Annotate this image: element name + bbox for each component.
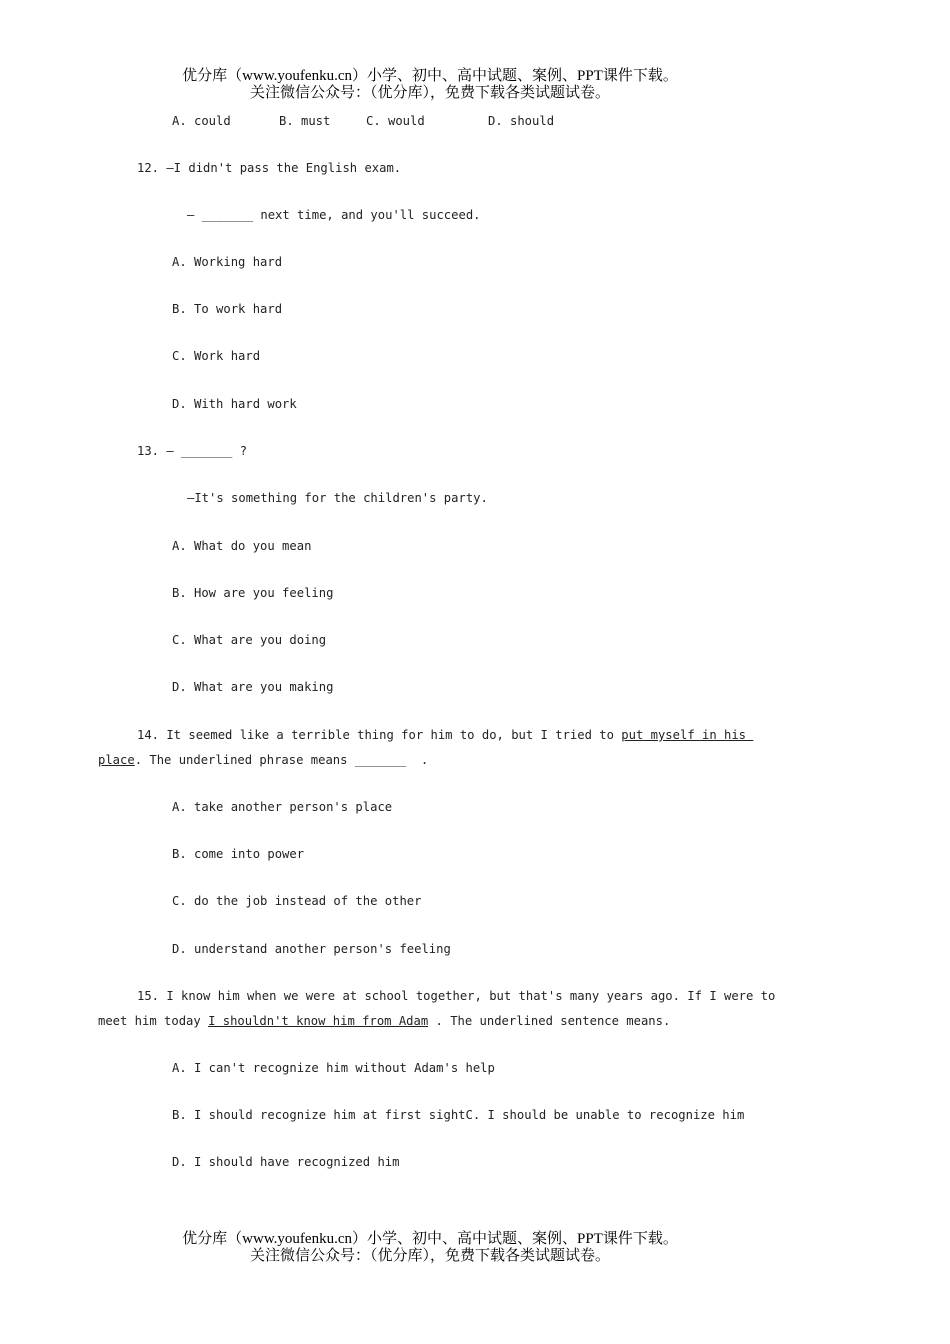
q13-option-b: B. How are you feeling (172, 586, 334, 600)
q15-underlined-sentence: I shouldn't know him from Adam (208, 1014, 429, 1028)
q13-option-a: A. What do you mean (172, 539, 312, 553)
q15-stem-line-2 (98, 1013, 670, 1029)
q12-option-a: A. Working hard (172, 255, 283, 269)
q14-option-d: D. understand another person's feeling (172, 942, 451, 956)
q15-stem-text: meet him today (98, 1014, 209, 1028)
page-header (0, 68, 860, 102)
q14-stem-line-2 (98, 752, 428, 768)
q12-option-c: C. Work hard (172, 349, 261, 363)
q11-option-a: A. could (172, 114, 231, 128)
q14-stem-text: 14. It seemed like a terrible thing for him to do, but I tried to (137, 728, 622, 742)
q15-option-b-c: B. I should recognize him at first sightC. I should be unable to recognize him (172, 1108, 745, 1122)
q12-stem: 12. —I didn't pass the English exam. (137, 161, 402, 175)
q14-underlined-phrase-end: place (98, 753, 135, 767)
q11-option-c: C. would (366, 114, 425, 128)
q14-stem-question: . The underlined phrase means _______ . (134, 753, 429, 767)
q14-option-c: C. do the job instead of the other (172, 894, 422, 908)
q13-reply: —It's something for the children's party. (187, 491, 488, 505)
q15-stem-line-1: 15. I know him when we were at school together, but that's many years ago. If I were to (137, 989, 776, 1003)
q13-option-c: C. What are you doing (172, 633, 327, 647)
q11-option-b: B. must (279, 114, 331, 128)
q13-option-d: D. What are you making (172, 680, 334, 694)
header-line-2: 关注微信公众号：（优分库），免费下载各类试题试卷。 (249, 85, 610, 101)
q15-option-d: D. I should have recognized him (172, 1155, 400, 1169)
q14-stem-line-1 (137, 727, 753, 743)
q12-option-b: B. To work hard (172, 302, 283, 316)
q11-option-d: D. should (488, 114, 555, 128)
q15-stem-question: . The underlined sentence means. (428, 1014, 671, 1028)
q12-reply: — _______ next time, and you'll succeed. (187, 208, 481, 222)
footer-line-1: 优分库（www.youfenku.cn）小学、初中、高中试题、案例、PPT课件下载。 (182, 1231, 678, 1247)
q13-stem: 13. — _______ ? (137, 444, 248, 458)
q14-underlined-phrase: put myself in his (621, 728, 754, 742)
q14-option-a: A. take another person's place (172, 800, 393, 814)
footer-line-2: 关注微信公众号：（优分库），免费下载各类试题试卷。 (249, 1248, 610, 1264)
q12-option-d: D. With hard work (172, 397, 297, 411)
q14-option-b: B. come into power (172, 847, 305, 861)
page-footer (0, 1231, 860, 1265)
q15-option-a: A. I can't recognize him without Adam's help (172, 1061, 495, 1075)
header-line-1: 优分库（www.youfenku.cn）小学、初中、高中试题、案例、PPT课件下载。 (182, 68, 678, 84)
